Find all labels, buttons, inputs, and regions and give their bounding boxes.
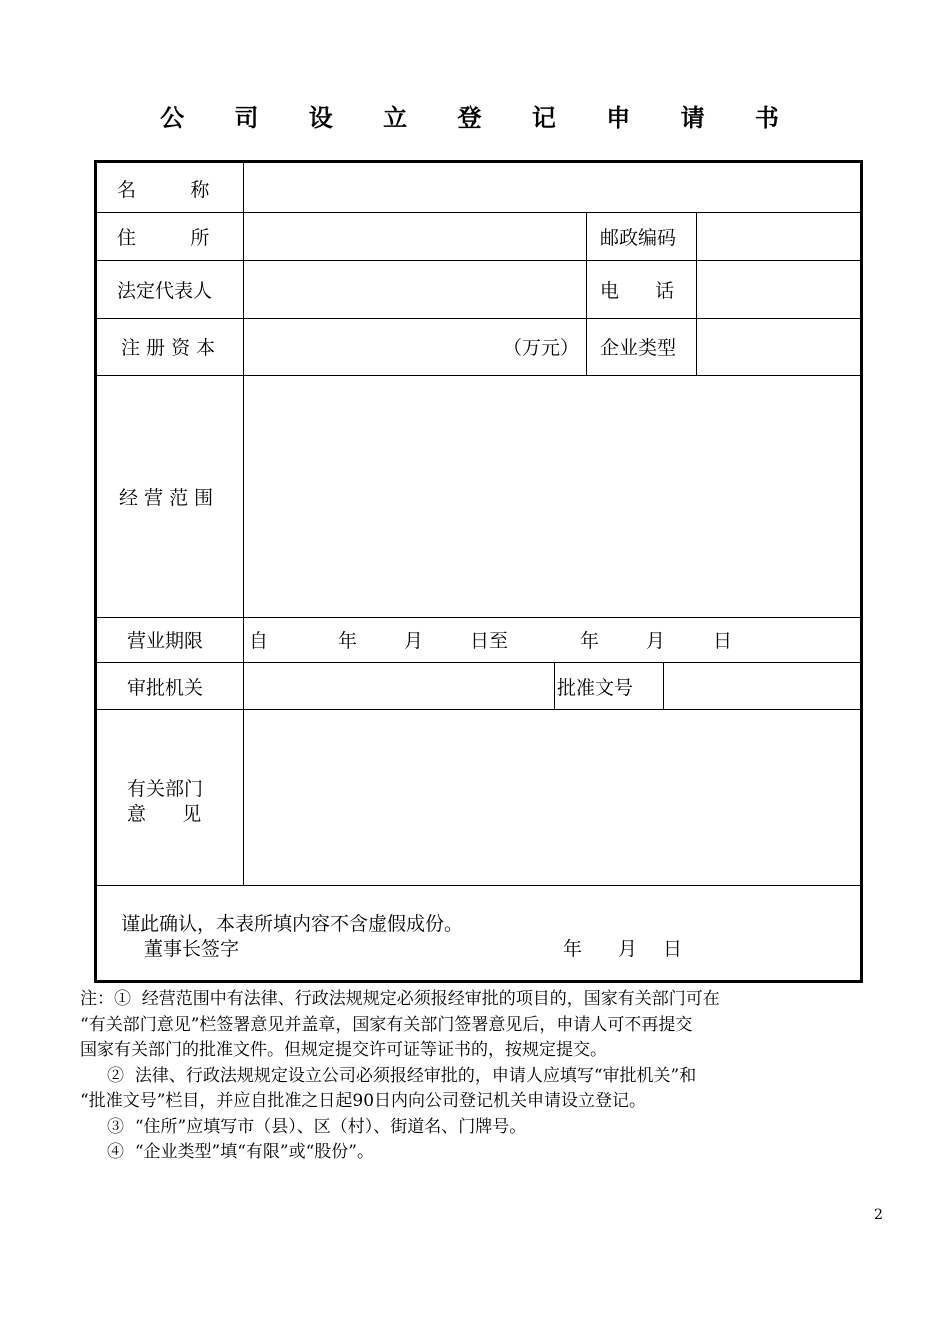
registered-capital-label: 注 册 资 本	[121, 337, 216, 359]
note-line: ③ “住所”应填写市（县）、区（村）、街道名、门牌号。	[80, 1116, 527, 1137]
legal-representative-field[interactable]	[244, 261, 586, 318]
note-line: 注：① 经营范围中有法律、行政法规规定必须报经审批的项目的，国家有关部门可在	[80, 989, 720, 1009]
company-type-field[interactable]	[697, 319, 860, 375]
address-label: 住 所	[117, 227, 210, 249]
confirmation-text: 谨此确认，本表所填内容不含虚假成份。	[121, 913, 464, 935]
registration-form-table	[94, 160, 863, 983]
approval-authority-label: 审批机关	[127, 677, 204, 699]
phone-field[interactable]	[697, 261, 860, 318]
note-line: “有关部门意见”栏签署意见并盖章，国家有关部门签署意见后，申请人可不再提交	[80, 1014, 693, 1035]
phone-label: 电 话	[600, 280, 675, 302]
term-year-2: 年	[580, 630, 600, 652]
address-field[interactable]	[244, 213, 586, 260]
chairman-signature-field[interactable]	[257, 933, 557, 963]
signature-year: 年	[563, 938, 583, 960]
company-name-field[interactable]	[244, 163, 860, 212]
term-day-to: 日至	[470, 630, 509, 652]
name-label: 名 称	[117, 179, 210, 201]
business-scope-label: 经 营 范 围	[119, 487, 214, 509]
chairman-signature-label: 董事长签字	[144, 938, 240, 960]
postal-code-field[interactable]	[697, 213, 860, 260]
legal-representative-label: 法定代表人	[117, 280, 213, 302]
term-day-2: 日	[713, 630, 733, 652]
department-opinion-field[interactable]	[244, 710, 860, 885]
capital-unit-label: （万元）	[503, 337, 580, 359]
note-line: “批准文号”栏目，并应自批准之日起90日内向公司登记机关申请设立登记。	[80, 1091, 647, 1111]
department-opinion-label-line1: 有关部门	[127, 778, 204, 800]
approval-document-label: 批准文号	[557, 677, 634, 699]
note-line: ④ “企业类型”填“有限”或“股份”。	[80, 1142, 374, 1162]
postal-code-label: 邮政编码	[600, 227, 677, 249]
page-title: 公 司 设 立 登 记 申 请 书	[160, 104, 800, 132]
registered-capital-field[interactable]	[244, 319, 504, 375]
term-from-text: 自	[249, 630, 269, 652]
approval-document-number-field[interactable]	[664, 663, 860, 709]
approval-authority-field[interactable]	[244, 663, 554, 709]
signature-month: 月	[618, 938, 638, 960]
department-opinion-label-line2: 意 见	[127, 803, 202, 825]
business-term-label: 营业期限	[127, 630, 204, 652]
notes-section	[80, 987, 905, 1166]
note-line: 国家有关部门的批准文件。但规定提交许可证等证书的，按规定提交。	[80, 1040, 607, 1060]
term-month-1: 月	[404, 630, 424, 652]
term-month-2: 月	[646, 630, 666, 652]
note-line: ② 法律、行政法规规定设立公司必须报经审批的，申请人应填写“审批机关”和	[80, 1065, 697, 1086]
signature-day: 日	[663, 938, 683, 960]
term-year-1: 年	[338, 630, 358, 652]
page-number: 2	[874, 1207, 883, 1223]
company-type-label: 企业类型	[600, 337, 677, 359]
business-scope-field[interactable]	[244, 376, 860, 617]
